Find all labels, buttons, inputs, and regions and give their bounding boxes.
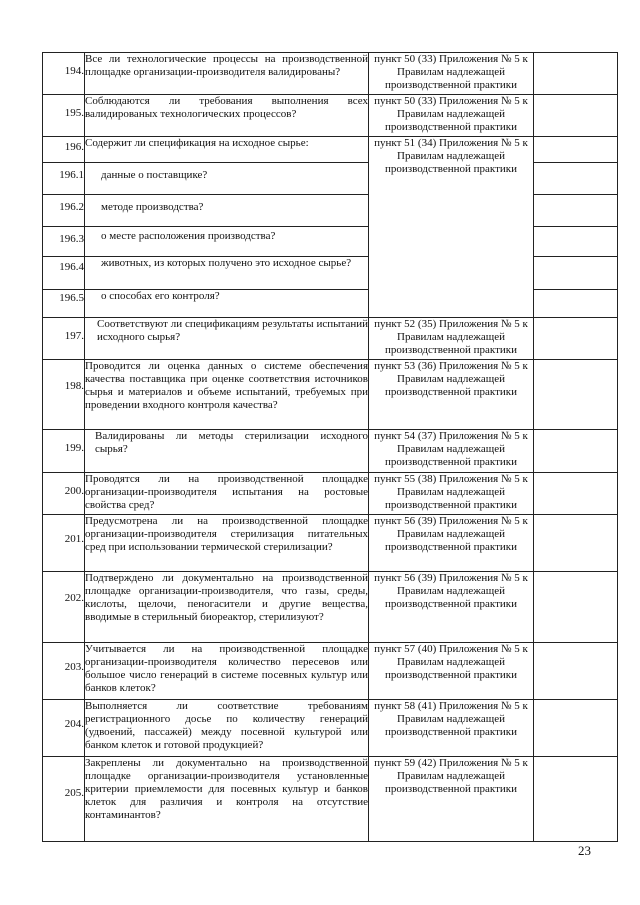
row-question: о способах его контроля? [85, 290, 369, 318]
row-question: Проводится ли оценка данных о системе обеспечения качества поставщика при оценке соответствия источников сырья и материалов и объеме испытаний, требуемых при проведении входного контроля качества? [85, 360, 369, 430]
row-number: 201. [43, 515, 85, 572]
table-row [43, 137, 618, 163]
table-row [43, 700, 618, 757]
row-question: Все ли технологические процессы на производственной площадке организации-производителя валидированы? [85, 53, 369, 95]
row-number: 194. [43, 53, 85, 95]
row-answer-cell [534, 360, 618, 430]
row-number: 196.1 [43, 163, 85, 195]
row-number: 198. [43, 360, 85, 430]
row-reference: пункт 57 (40) Приложения № 5 к Правилам надлежащей производственной практики [369, 643, 534, 700]
row-answer-cell [534, 53, 618, 95]
row-question: Содержит ли спецификация на исходное сырье: [85, 137, 369, 163]
row-reference: пункт 56 (39) Приложения № 5 к Правилам надлежащей производственной практики [369, 515, 534, 572]
row-reference: пункт 54 (37) Приложения № 5 к Правилам надлежащей производственной практики [369, 430, 534, 473]
row-answer-cell [534, 163, 618, 195]
row-number: 196. [43, 137, 85, 163]
table-row [43, 318, 618, 360]
row-number: 196.4 [43, 257, 85, 290]
row-question: методе производства? [85, 195, 369, 227]
page-number: 23 [578, 843, 591, 858]
row-reference: пункт 58 (41) Приложения № 5 к Правилам надлежащей производственной практики [369, 700, 534, 757]
table-row [43, 572, 618, 643]
row-answer-cell [534, 643, 618, 700]
row-answer-cell [534, 473, 618, 515]
row-answer-cell [534, 195, 618, 227]
row-number: 203. [43, 643, 85, 700]
row-number: 199. [43, 430, 85, 473]
checklist-table [42, 52, 618, 842]
row-number: 205. [43, 757, 85, 842]
row-answer-cell [534, 572, 618, 643]
row-answer-cell [534, 757, 618, 842]
row-number: 196.5 [43, 290, 85, 318]
row-question: Соответствуют ли спецификациям результаты испытаний исходного сырья? [85, 318, 369, 360]
row-question: Валидированы ли методы стерилизации исходного сырья? [85, 430, 369, 473]
row-answer-cell [534, 290, 618, 318]
table-row [43, 643, 618, 700]
row-question: Закреплены ли документально на производственной площадке организации-производителя установленные критерии приемлемости для посевных культур и банков клеток для различия и контроля на отсутствие контаминантов? [85, 757, 369, 842]
row-answer-cell [534, 700, 618, 757]
row-number: 204. [43, 700, 85, 757]
row-question: Предусмотрена ли на производственной площадке организации-производителя стерилизация питательных сред при использовании термической стерилизации? [85, 515, 369, 572]
row-number: 196.2 [43, 195, 85, 227]
row-answer-cell [534, 95, 618, 137]
row-question: Выполняется ли соответствие требованиям регистрационного досье по количеству генераций (удвоений, пассажей) между посевной культурой или банком клеток и готовой продукцией? [85, 700, 369, 757]
row-answer-cell [534, 515, 618, 572]
row-question: Учитывается ли на производственной площадке организации-производителя количество пересевов или большое число генераций в системе посевных культур или банков клеток? [85, 643, 369, 700]
table-row [43, 95, 618, 137]
row-reference: пункт 51 (34) Приложения № 5 к Правилам надлежащей производственной практики [369, 137, 534, 318]
table-row [43, 473, 618, 515]
row-answer-cell [534, 430, 618, 473]
row-answer-cell [534, 318, 618, 360]
row-answer-cell [534, 257, 618, 290]
row-number: 195. [43, 95, 85, 137]
row-answer-cell [534, 137, 618, 163]
row-reference: пункт 55 (38) Приложения № 5 к Правилам надлежащей производственной практики [369, 473, 534, 515]
row-reference: пункт 50 (33) Приложения № 5 к Правилам надлежащей производственной практики [369, 95, 534, 137]
table-row [43, 757, 618, 842]
row-reference: пункт 52 (35) Приложения № 5 к Правилам надлежащей производственной практики [369, 318, 534, 360]
table-row [43, 53, 618, 95]
row-reference: пункт 53 (36) Приложения № 5 к Правилам надлежащей производственной практики [369, 360, 534, 430]
row-reference: пункт 50 (33) Приложения № 5 к Правилам надлежащей производственной практики [369, 53, 534, 95]
row-number: 196.3 [43, 227, 85, 257]
row-question: данные о поставщике? [85, 163, 369, 195]
row-number: 202. [43, 572, 85, 643]
row-question: животных, из которых получено это исходное сырье? [85, 257, 369, 290]
row-question: Подтверждено ли документально на производственной площадке организации-производителя, что газы, среды, кислоты, щелочи, пеногасители и другие вещества, вводимые в стерильный биореактор, стерилизуют? [85, 572, 369, 643]
table-row [43, 515, 618, 572]
row-number: 197. [43, 318, 85, 360]
row-question: Проводятся ли на производственной площадке организации-производителя испытания на ростовые свойства сред? [85, 473, 369, 515]
row-answer-cell [534, 227, 618, 257]
row-reference: пункт 56 (39) Приложения № 5 к Правилам надлежащей производственной практики [369, 572, 534, 643]
row-number: 200. [43, 473, 85, 515]
row-question: Соблюдаются ли требования выполнения всех валидированых технологических процессов? [85, 95, 369, 137]
table-row [43, 430, 618, 473]
row-reference: пункт 59 (42) Приложения № 5 к Правилам надлежащей производственной практики [369, 757, 534, 842]
table-row [43, 360, 618, 430]
row-question: о месте расположения производства? [85, 227, 369, 257]
